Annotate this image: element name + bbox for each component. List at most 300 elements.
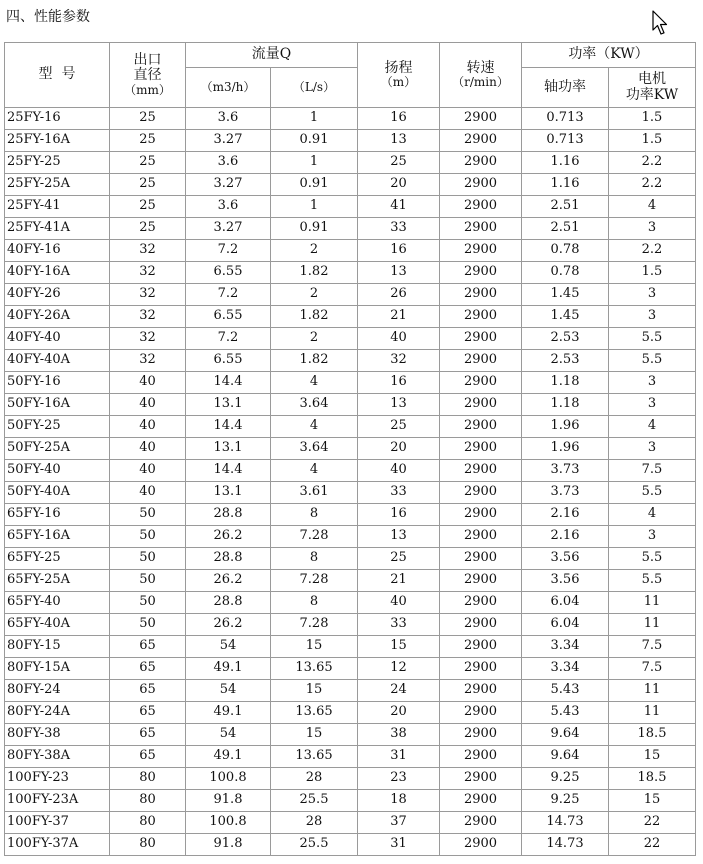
cell-head: 41 xyxy=(358,196,440,218)
cell-outlet-diameter: 80 xyxy=(110,790,186,812)
cell-model: 65FY-16 xyxy=(5,504,110,526)
cell-model: 50FY-25A xyxy=(5,438,110,460)
table-row xyxy=(5,482,696,504)
cell-model: 25FY-25 xyxy=(5,152,110,174)
cell-outlet-diameter: 50 xyxy=(110,592,186,614)
cell-outlet-diameter: 25 xyxy=(110,196,186,218)
page-title: 四、性能参数 xyxy=(6,9,90,25)
cell-speed: 2900 xyxy=(440,570,522,592)
cell-head: 40 xyxy=(358,592,440,614)
cell-speed: 2900 xyxy=(440,196,522,218)
table-row xyxy=(5,680,696,702)
cell-speed: 2900 xyxy=(440,746,522,768)
cell-speed: 2900 xyxy=(440,724,522,746)
cell-shaft-power: 0.713 xyxy=(522,130,609,152)
cell-outlet-diameter: 32 xyxy=(110,284,186,306)
header-outlet-line2: 直径 xyxy=(133,67,162,84)
cell-motor-power: 11 xyxy=(609,702,696,724)
cell-flow-m3h: 54 xyxy=(186,636,271,658)
cell-shaft-power: 14.73 xyxy=(522,834,609,856)
cell-flow-ls: 1 xyxy=(271,152,358,174)
table-row xyxy=(5,658,696,680)
cell-model: 50FY-16 xyxy=(5,372,110,394)
cell-model: 80FY-38A xyxy=(5,746,110,768)
cell-outlet-diameter: 50 xyxy=(110,548,186,570)
cell-model: 50FY-16A xyxy=(5,394,110,416)
table-row xyxy=(5,526,696,548)
cell-flow-ls: 8 xyxy=(271,548,358,570)
cell-flow-m3h: 6.55 xyxy=(186,262,271,284)
cell-shaft-power: 2.51 xyxy=(522,218,609,240)
cell-speed: 2900 xyxy=(440,460,522,482)
header-motor-line1: 电机 xyxy=(638,71,666,88)
cell-flow-ls: 25.5 xyxy=(271,790,358,812)
header-speed-unit: （r/min） xyxy=(452,75,509,90)
cell-motor-power: 5.5 xyxy=(609,548,696,570)
cell-shaft-power: 1.45 xyxy=(522,284,609,306)
table-row xyxy=(5,504,696,526)
cell-head: 16 xyxy=(358,504,440,526)
cell-flow-m3h: 6.55 xyxy=(186,350,271,372)
header-flow-ls: （L/s） xyxy=(271,68,358,108)
cell-motor-power: 18.5 xyxy=(609,724,696,746)
cell-shaft-power: 2.51 xyxy=(522,196,609,218)
cell-head: 25 xyxy=(358,152,440,174)
table-row xyxy=(5,372,696,394)
cell-outlet-diameter: 40 xyxy=(110,416,186,438)
cell-speed: 2900 xyxy=(440,658,522,680)
cell-head: 18 xyxy=(358,790,440,812)
mouse-cursor-icon xyxy=(652,10,668,36)
cell-head: 25 xyxy=(358,416,440,438)
cell-outlet-diameter: 40 xyxy=(110,460,186,482)
cell-speed: 2900 xyxy=(440,438,522,460)
cell-flow-m3h: 3.6 xyxy=(186,152,271,174)
cell-motor-power: 11 xyxy=(609,592,696,614)
cell-flow-m3h: 7.2 xyxy=(186,284,271,306)
cell-flow-m3h: 13.1 xyxy=(186,394,271,416)
cell-motor-power: 4 xyxy=(609,504,696,526)
cell-outlet-diameter: 25 xyxy=(110,152,186,174)
header-power: 功率（KW） xyxy=(522,43,696,68)
cell-motor-power: 1.5 xyxy=(609,262,696,284)
cell-speed: 2900 xyxy=(440,262,522,284)
performance-table xyxy=(4,42,696,856)
cell-model: 65FY-25 xyxy=(5,548,110,570)
cell-shaft-power: 3.73 xyxy=(522,482,609,504)
cell-model: 65FY-16A xyxy=(5,526,110,548)
cell-head: 16 xyxy=(358,240,440,262)
cell-outlet-diameter: 32 xyxy=(110,240,186,262)
cell-flow-ls: 15 xyxy=(271,680,358,702)
cell-motor-power: 11 xyxy=(609,614,696,636)
cell-model: 80FY-38 xyxy=(5,724,110,746)
cell-flow-m3h: 49.1 xyxy=(186,702,271,724)
cell-motor-power: 7.5 xyxy=(609,636,696,658)
cell-flow-m3h: 6.55 xyxy=(186,306,271,328)
cell-outlet-diameter: 80 xyxy=(110,812,186,834)
cell-outlet-diameter: 80 xyxy=(110,834,186,856)
cell-flow-ls: 2 xyxy=(271,284,358,306)
cell-shaft-power: 3.34 xyxy=(522,658,609,680)
table-row xyxy=(5,262,696,284)
cell-flow-m3h: 49.1 xyxy=(186,746,271,768)
table-row xyxy=(5,614,696,636)
cell-speed: 2900 xyxy=(440,790,522,812)
cell-flow-ls: 3.61 xyxy=(271,482,358,504)
table-row xyxy=(5,350,696,372)
cell-flow-m3h: 14.4 xyxy=(186,372,271,394)
cell-flow-m3h: 3.27 xyxy=(186,174,271,196)
cell-model: 25FY-16A xyxy=(5,130,110,152)
cell-flow-m3h: 3.6 xyxy=(186,196,271,218)
cell-flow-ls: 0.91 xyxy=(271,218,358,240)
cell-speed: 2900 xyxy=(440,482,522,504)
cell-speed: 2900 xyxy=(440,548,522,570)
cell-flow-m3h: 91.8 xyxy=(186,790,271,812)
cell-model: 25FY-25A xyxy=(5,174,110,196)
cell-motor-power: 3 xyxy=(609,438,696,460)
cell-flow-m3h: 3.6 xyxy=(186,108,271,130)
cell-shaft-power: 0.78 xyxy=(522,262,609,284)
cell-motor-power: 15 xyxy=(609,746,696,768)
header-outlet-unit: （mm） xyxy=(124,82,171,97)
cell-flow-ls: 13.65 xyxy=(271,658,358,680)
cell-flow-ls: 15 xyxy=(271,724,358,746)
cell-motor-power: 3 xyxy=(609,526,696,548)
cell-shaft-power: 1.96 xyxy=(522,438,609,460)
cell-speed: 2900 xyxy=(440,834,522,856)
cell-speed: 2900 xyxy=(440,592,522,614)
table-row xyxy=(5,548,696,570)
table-row xyxy=(5,196,696,218)
cell-model: 25FY-16 xyxy=(5,108,110,130)
cell-model: 80FY-15 xyxy=(5,636,110,658)
table-row xyxy=(5,438,696,460)
cell-shaft-power: 2.16 xyxy=(522,504,609,526)
cell-head: 20 xyxy=(358,702,440,724)
cell-head: 16 xyxy=(358,372,440,394)
cell-speed: 2900 xyxy=(440,702,522,724)
cell-speed: 2900 xyxy=(440,130,522,152)
cell-speed: 2900 xyxy=(440,240,522,262)
table-row xyxy=(5,746,696,768)
cell-speed: 2900 xyxy=(440,328,522,350)
cell-model: 25FY-41A xyxy=(5,218,110,240)
cell-model: 40FY-16 xyxy=(5,240,110,262)
cell-speed: 2900 xyxy=(440,768,522,790)
cell-head: 26 xyxy=(358,284,440,306)
cell-flow-m3h: 7.2 xyxy=(186,328,271,350)
cell-model: 40FY-40A xyxy=(5,350,110,372)
cell-flow-ls: 1.82 xyxy=(271,262,358,284)
cell-outlet-diameter: 50 xyxy=(110,614,186,636)
cell-flow-ls: 0.91 xyxy=(271,130,358,152)
header-head-unit: （m） xyxy=(380,75,417,90)
header-flow-m3h: （m3/h） xyxy=(186,68,271,108)
cell-shaft-power: 5.43 xyxy=(522,702,609,724)
cell-shaft-power: 1.16 xyxy=(522,152,609,174)
cell-shaft-power: 3.56 xyxy=(522,570,609,592)
header-model xyxy=(5,43,110,108)
cell-head: 37 xyxy=(358,812,440,834)
cell-flow-m3h: 54 xyxy=(186,724,271,746)
cell-shaft-power: 3.56 xyxy=(522,548,609,570)
cell-flow-m3h: 14.4 xyxy=(186,416,271,438)
cell-model: 80FY-15A xyxy=(5,658,110,680)
table-row xyxy=(5,416,696,438)
cell-flow-ls: 13.65 xyxy=(271,702,358,724)
cell-motor-power: 2.2 xyxy=(609,152,696,174)
cell-flow-m3h: 26.2 xyxy=(186,526,271,548)
cell-model: 40FY-26A xyxy=(5,306,110,328)
cell-speed: 2900 xyxy=(440,416,522,438)
cell-head: 40 xyxy=(358,460,440,482)
cell-speed: 2900 xyxy=(440,526,522,548)
header-outlet-line1: 出口 xyxy=(133,52,162,69)
table-row xyxy=(5,724,696,746)
cell-outlet-diameter: 32 xyxy=(110,350,186,372)
cell-shaft-power: 2.53 xyxy=(522,328,609,350)
table-row xyxy=(5,702,696,724)
cell-shaft-power: 3.34 xyxy=(522,636,609,658)
cell-shaft-power: 9.64 xyxy=(522,724,609,746)
cell-outlet-diameter: 32 xyxy=(110,306,186,328)
table-row xyxy=(5,768,696,790)
cell-motor-power: 2.2 xyxy=(609,174,696,196)
cell-head: 13 xyxy=(358,394,440,416)
cell-head: 20 xyxy=(358,174,440,196)
cell-outlet-diameter: 40 xyxy=(110,372,186,394)
cell-flow-m3h: 54 xyxy=(186,680,271,702)
cell-motor-power: 22 xyxy=(609,834,696,856)
cell-head: 25 xyxy=(358,548,440,570)
cell-shaft-power: 9.64 xyxy=(522,746,609,768)
cell-flow-ls: 4 xyxy=(271,460,358,482)
cell-flow-ls: 2 xyxy=(271,328,358,350)
table-row xyxy=(5,174,696,196)
cell-speed: 2900 xyxy=(440,306,522,328)
cell-outlet-diameter: 40 xyxy=(110,482,186,504)
cell-motor-power: 3 xyxy=(609,306,696,328)
cell-head: 13 xyxy=(358,130,440,152)
header-flow: 流量Q xyxy=(186,43,358,68)
cell-outlet-diameter: 40 xyxy=(110,394,186,416)
table-row xyxy=(5,834,696,856)
cell-outlet-diameter: 32 xyxy=(110,262,186,284)
cell-speed: 2900 xyxy=(440,350,522,372)
cell-shaft-power: 6.04 xyxy=(522,614,609,636)
cell-motor-power: 1.5 xyxy=(609,130,696,152)
cell-flow-m3h: 7.2 xyxy=(186,240,271,262)
cell-flow-m3h: 13.1 xyxy=(186,438,271,460)
cell-head: 33 xyxy=(358,482,440,504)
cell-flow-ls: 13.65 xyxy=(271,746,358,768)
cell-model: 65FY-25A xyxy=(5,570,110,592)
cell-flow-m3h: 100.8 xyxy=(186,812,271,834)
header-motor-line2: 功率KW xyxy=(625,86,679,103)
cell-speed: 2900 xyxy=(440,174,522,196)
cell-flow-m3h: 100.8 xyxy=(186,768,271,790)
cell-model: 50FY-25 xyxy=(5,416,110,438)
table-row xyxy=(5,636,696,658)
cell-model: 100FY-37A xyxy=(5,834,110,856)
cell-head: 16 xyxy=(358,108,440,130)
table-row xyxy=(5,790,696,812)
cell-flow-ls: 0.91 xyxy=(271,174,358,196)
cell-flow-ls: 7.28 xyxy=(271,570,358,592)
cell-outlet-diameter: 65 xyxy=(110,702,186,724)
cell-model: 80FY-24 xyxy=(5,680,110,702)
table-row xyxy=(5,306,696,328)
cell-flow-ls: 3.64 xyxy=(271,438,358,460)
cell-model: 40FY-16A xyxy=(5,262,110,284)
cell-head: 38 xyxy=(358,724,440,746)
table-body xyxy=(5,108,696,856)
cell-head: 15 xyxy=(358,636,440,658)
cell-head: 40 xyxy=(358,328,440,350)
cell-model: 40FY-40 xyxy=(5,328,110,350)
cell-flow-ls: 28 xyxy=(271,812,358,834)
cell-outlet-diameter: 50 xyxy=(110,570,186,592)
cell-shaft-power: 1.45 xyxy=(522,306,609,328)
cell-shaft-power: 5.43 xyxy=(522,680,609,702)
cell-motor-power: 5.5 xyxy=(609,570,696,592)
cell-model: 80FY-24A xyxy=(5,702,110,724)
cell-flow-m3h: 13.1 xyxy=(186,482,271,504)
cell-motor-power: 4 xyxy=(609,196,696,218)
cell-flow-m3h: 14.4 xyxy=(186,460,271,482)
cell-speed: 2900 xyxy=(440,614,522,636)
cell-head: 31 xyxy=(358,746,440,768)
cell-model: 100FY-23A xyxy=(5,790,110,812)
cell-flow-ls: 25.5 xyxy=(271,834,358,856)
cell-model: 50FY-40A xyxy=(5,482,110,504)
cell-motor-power: 18.5 xyxy=(609,768,696,790)
cell-flow-ls: 3.64 xyxy=(271,394,358,416)
cell-motor-power: 3 xyxy=(609,394,696,416)
cell-speed: 2900 xyxy=(440,504,522,526)
table-row xyxy=(5,570,696,592)
cell-outlet-diameter: 65 xyxy=(110,636,186,658)
table-row xyxy=(5,240,696,262)
table-row xyxy=(5,394,696,416)
cell-head: 13 xyxy=(358,262,440,284)
cell-head: 33 xyxy=(358,218,440,240)
cell-outlet-diameter: 40 xyxy=(110,438,186,460)
cell-outlet-diameter: 65 xyxy=(110,658,186,680)
cell-speed: 2900 xyxy=(440,812,522,834)
cell-speed: 2900 xyxy=(440,636,522,658)
cell-outlet-diameter: 25 xyxy=(110,130,186,152)
header-model-label: 型 号 xyxy=(38,66,76,83)
table-row xyxy=(5,284,696,306)
cell-speed: 2900 xyxy=(440,152,522,174)
cell-outlet-diameter: 32 xyxy=(110,328,186,350)
table-row xyxy=(5,152,696,174)
cell-motor-power: 22 xyxy=(609,812,696,834)
cell-speed: 2900 xyxy=(440,394,522,416)
cell-flow-m3h: 49.1 xyxy=(186,658,271,680)
cell-motor-power: 1.5 xyxy=(609,108,696,130)
cell-head: 32 xyxy=(358,350,440,372)
cell-shaft-power: 2.53 xyxy=(522,350,609,372)
cell-speed: 2900 xyxy=(440,372,522,394)
cell-outlet-diameter: 50 xyxy=(110,504,186,526)
cell-motor-power: 3 xyxy=(609,218,696,240)
cell-speed: 2900 xyxy=(440,108,522,130)
cell-model: 25FY-41 xyxy=(5,196,110,218)
cell-outlet-diameter: 50 xyxy=(110,526,186,548)
cell-head: 13 xyxy=(358,526,440,548)
cell-shaft-power: 1.16 xyxy=(522,174,609,196)
cell-flow-ls: 8 xyxy=(271,504,358,526)
cell-motor-power: 4 xyxy=(609,416,696,438)
cell-motor-power: 3 xyxy=(609,372,696,394)
cell-motor-power: 3 xyxy=(609,284,696,306)
cell-flow-m3h: 3.27 xyxy=(186,130,271,152)
cell-flow-ls: 28 xyxy=(271,768,358,790)
cell-speed: 2900 xyxy=(440,284,522,306)
cell-speed: 2900 xyxy=(440,218,522,240)
cell-motor-power: 15 xyxy=(609,790,696,812)
cell-outlet-diameter: 80 xyxy=(110,768,186,790)
cell-flow-ls: 1.82 xyxy=(271,306,358,328)
cell-head: 21 xyxy=(358,306,440,328)
cell-motor-power: 5.5 xyxy=(609,328,696,350)
cell-head: 21 xyxy=(358,570,440,592)
cell-flow-m3h: 28.8 xyxy=(186,592,271,614)
cell-head: 31 xyxy=(358,834,440,856)
table-row xyxy=(5,592,696,614)
cell-shaft-power: 9.25 xyxy=(522,768,609,790)
cell-motor-power: 5.5 xyxy=(609,482,696,504)
cell-shaft-power: 1.18 xyxy=(522,372,609,394)
header-speed xyxy=(440,43,522,108)
header-head-line1: 扬程 xyxy=(384,59,413,76)
cell-flow-ls: 1.82 xyxy=(271,350,358,372)
header-head xyxy=(358,43,440,108)
table-row xyxy=(5,130,696,152)
table-row xyxy=(5,460,696,482)
cell-outlet-diameter: 25 xyxy=(110,218,186,240)
cell-flow-ls: 2 xyxy=(271,240,358,262)
cell-model: 100FY-37 xyxy=(5,812,110,834)
header-shaft-power: 轴功率 xyxy=(522,68,609,108)
cell-outlet-diameter: 65 xyxy=(110,746,186,768)
cell-head: 24 xyxy=(358,680,440,702)
cell-flow-ls: 4 xyxy=(271,416,358,438)
cell-shaft-power: 2.16 xyxy=(522,526,609,548)
cell-head: 33 xyxy=(358,614,440,636)
cell-shaft-power: 1.18 xyxy=(522,394,609,416)
cell-flow-m3h: 3.27 xyxy=(186,218,271,240)
cell-motor-power: 11 xyxy=(609,680,696,702)
cell-flow-m3h: 28.8 xyxy=(186,504,271,526)
cell-flow-ls: 4 xyxy=(271,372,358,394)
table-row xyxy=(5,108,696,130)
cell-shaft-power: 0.713 xyxy=(522,108,609,130)
cell-shaft-power: 1.96 xyxy=(522,416,609,438)
cell-speed: 2900 xyxy=(440,680,522,702)
cell-flow-m3h: 28.8 xyxy=(186,548,271,570)
cell-flow-m3h: 91.8 xyxy=(186,834,271,856)
header-speed-line1: 转速 xyxy=(466,59,495,76)
header-outlet-diameter xyxy=(110,43,186,108)
cell-outlet-diameter: 25 xyxy=(110,174,186,196)
cell-motor-power: 7.5 xyxy=(609,460,696,482)
table-row xyxy=(5,812,696,834)
